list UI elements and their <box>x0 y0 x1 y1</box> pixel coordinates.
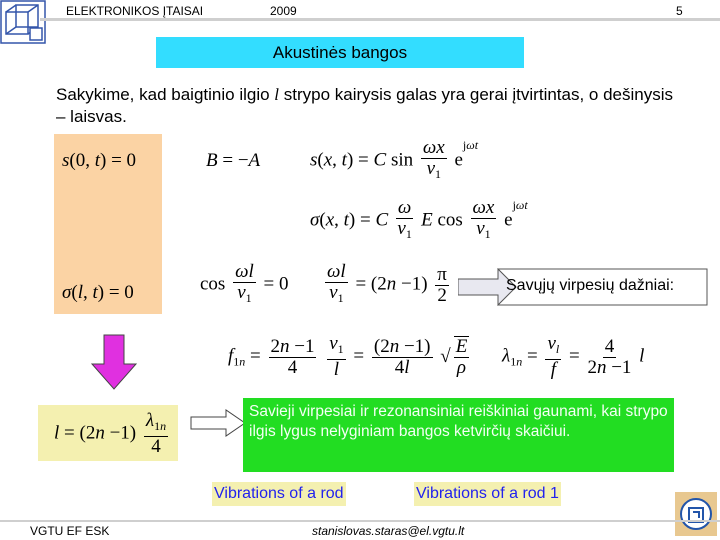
link-vibrations-of-a-rod[interactable]: Vibrations of a rod <box>212 482 346 506</box>
slide-title: Akustinės bangos <box>272 43 408 62</box>
equation-boundary-right: σ(l, t) = 0 <box>62 282 134 303</box>
natural-frequencies-callout <box>458 268 708 306</box>
header-page-number: 5 <box>676 4 683 18</box>
equation-rod-length: l = (2n −1) $\frac{\lambda_{1n}}{4}$ <box>54 410 167 457</box>
equation-wavelength: $\lambda_{1n}$ = $\frac{v_l}{f}$ = $\frac{4}{2n -1}$ l <box>502 333 645 380</box>
link-vibrations-of-a-rod-1[interactable]: Vibrations of a rod 1 <box>414 482 561 506</box>
intro-paragraph <box>56 84 676 128</box>
header-year: 2009 <box>270 4 297 18</box>
conclusion-text: Savieji virpesiai ir rezonansiniai reiškiniai gaunami, kai strypo ilgis lygus nelyginiam bangos ketvirčių skaičiui. <box>249 403 668 440</box>
equation-natural-frequency: $f_{1n}$ = $\frac{2n -1}{4}$ $\frac{v_1}{l}$ = $\frac{(2n -1)}{4l}$ √ $\frac{E}{\rho}$ <box>228 333 468 380</box>
footer-rule <box>0 520 720 522</box>
footer-email[interactable]: stanislovas.staras@el.vgtu.lt <box>312 524 465 538</box>
right-arrow-icon <box>190 409 246 437</box>
corner-logo-icon <box>675 492 717 536</box>
cube-logo-icon <box>0 0 46 44</box>
equation-b-equals-minus-a: B = −A <box>206 150 261 171</box>
intro-text-2: strypo kairysis galas yra gerai įtvirtintas, o dešinysis – laisvas. <box>56 85 674 126</box>
intro-variable: l <box>274 85 280 104</box>
equation-stress: σ(x, t) = C $\frac{\omega}{v_1}$ E cos $\frac{\omega x}{v_1}$ $e^{j\omega t}$ <box>310 197 528 241</box>
slide-title-box <box>156 37 524 68</box>
down-arrow-icon <box>91 334 137 390</box>
conclusion-box <box>243 398 674 472</box>
equation-boundary-left: s(0, t) = 0 <box>62 150 137 171</box>
footer-department: VGTU EF ESK <box>30 524 110 538</box>
intro-text-1: Sakykime, kad baigtinio ilgio <box>56 85 270 104</box>
equation-cos-condition: cos $\frac{\omega l}{v_1}$ = 0 <box>200 261 289 305</box>
header-course: ELEKTRONIKOS ĮTAISAI <box>66 4 204 18</box>
equation-displacement: s(x, t) = C sin $\frac{\omega x}{v_1}$ $e^{j\omega t}$ <box>310 137 479 181</box>
header-rule <box>40 18 720 21</box>
callout-label: Savųjų virpesių dažniai: <box>506 277 675 294</box>
equation-phase-condition: $\frac{\omega l}{v_1}$ = (2n −1) $\frac{\pi}{2}$ <box>327 261 447 306</box>
